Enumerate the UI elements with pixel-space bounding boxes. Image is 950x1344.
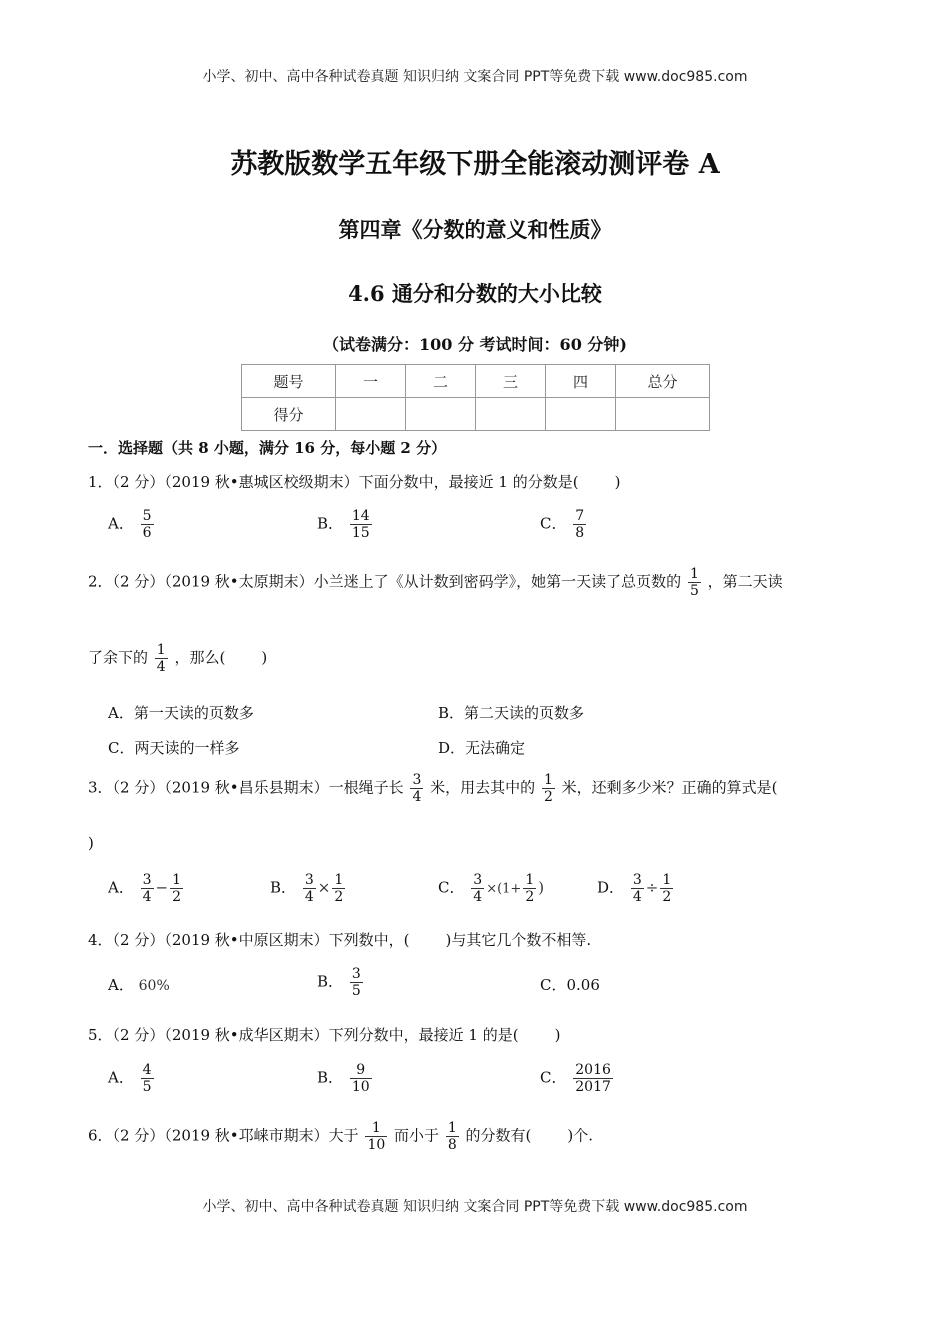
option-label: B． — [317, 1068, 344, 1087]
numerator: 2016 — [575, 1062, 611, 1078]
operator: ) — [538, 878, 545, 897]
question-3-option-a[interactable] — [108, 872, 185, 905]
question-1-option-a[interactable] — [108, 508, 156, 541]
fraction — [155, 642, 168, 675]
question-4-option-a[interactable] — [108, 974, 170, 995]
fraction — [446, 1120, 459, 1153]
denominator: 4 — [412, 789, 422, 806]
denominator: 2 — [543, 789, 553, 806]
denominator: 8 — [575, 525, 585, 542]
question-text: ，那么( — [174, 648, 226, 667]
denominator: 15 — [351, 525, 370, 542]
fraction — [350, 508, 372, 541]
question-5-stem — [88, 1024, 560, 1045]
denominator: 2 — [525, 889, 535, 906]
score-input-cell[interactable] — [546, 398, 616, 431]
option-label: D． — [597, 878, 625, 897]
table-cell: 四 — [546, 365, 616, 398]
fraction — [523, 872, 536, 905]
question-2-stem-line2 — [88, 642, 267, 675]
denominator: 8 — [447, 1137, 457, 1154]
exam-info: （试卷满分：100 分 考试时间：60 分钟) — [323, 335, 627, 354]
question-text: 1．（2 分）（2019 秋•惠城区校级期末）下面分数中，最接近 1 的分数是( — [88, 473, 579, 491]
numerator: 1 — [156, 642, 166, 658]
score-input-cell[interactable] — [406, 398, 476, 431]
fraction — [350, 1062, 372, 1095]
page-header: 小学、初中、高中各种试卷真题 知识归纳 文案合同 PPT等免费下载 www.doc985.com — [202, 69, 748, 85]
denominator: 5 — [689, 583, 699, 600]
question-3-option-c[interactable] — [438, 872, 544, 905]
table-cell: 总分 — [616, 365, 710, 398]
denominator: 5 — [142, 1079, 152, 1096]
numerator: 1 — [447, 1120, 457, 1136]
numerator: 1 — [543, 772, 553, 788]
denominator: 10 — [367, 1137, 386, 1154]
numerator: 1 — [525, 872, 535, 888]
page-footer: 小学、初中、高中各种试卷真题 知识归纳 文案合同 PPT等免费下载 www.doc985.com — [202, 1199, 748, 1215]
numerator: 7 — [575, 508, 585, 524]
score-input-cell[interactable] — [336, 398, 406, 431]
denominator: 2 — [172, 889, 182, 906]
question-text: 米，还剩多少米？正确的算式是( — [561, 778, 778, 797]
question-4-option-b[interactable] — [317, 966, 365, 999]
option-label: A． — [108, 514, 134, 533]
question-4-option-c[interactable]: C．0.06 — [540, 976, 600, 994]
question-text: 5．（2 分）（2019 秋•成华区期末）下列分数中，最接近 1 的是( — [88, 1026, 519, 1044]
question-text: 而小于 — [394, 1126, 440, 1145]
fraction — [332, 872, 345, 905]
score-table-header-row — [242, 365, 710, 398]
section-title: 4.6 通分和分数的大小比较 — [348, 281, 602, 306]
fraction — [141, 1062, 154, 1095]
denominator: 2017 — [575, 1079, 611, 1096]
numerator: 4 — [142, 1062, 152, 1078]
numerator: 5 — [142, 508, 152, 524]
fraction — [688, 566, 701, 599]
operator: ×(1+ — [486, 881, 522, 897]
numerator: 14 — [351, 508, 370, 524]
numerator: 3 — [304, 872, 314, 888]
question-text: 4．（2 分）（2019 秋•中原区期末）下列数中，( — [88, 931, 410, 949]
question-2-option-a[interactable]: A．第一天读的页数多 — [108, 704, 254, 722]
option-value: 60% — [138, 978, 170, 994]
table-cell: 二 — [406, 365, 476, 398]
option-label: B． — [317, 972, 344, 991]
question-6-stem — [88, 1120, 593, 1153]
question-text: 2．（2 分）（2019 秋•太原期末）小兰迷上了《从计数到密码学》，她第一天读了总页数的 — [88, 572, 682, 591]
option-label: A． — [108, 878, 134, 897]
option-label: C． — [540, 1068, 567, 1087]
score-input-cell[interactable] — [616, 398, 710, 431]
numerator: 9 — [350, 1062, 372, 1079]
denominator: 5 — [351, 983, 361, 1000]
denominator: 4 — [304, 889, 314, 906]
denominator: 6 — [142, 525, 152, 542]
fraction — [141, 508, 154, 541]
answer-paren: ) — [261, 648, 268, 667]
question-1-option-b[interactable] — [317, 508, 374, 541]
option-label: B． — [270, 878, 297, 897]
question-text: 6．（2 分）（2019 秋•邛崃市期末）大于 — [88, 1126, 359, 1145]
fraction — [631, 872, 644, 905]
option-label: A． — [108, 1068, 134, 1087]
question-3-stem — [88, 772, 778, 805]
question-text: )与其它几个数不相等. — [445, 931, 592, 949]
fraction — [303, 872, 316, 905]
denominator: 4 — [473, 889, 483, 906]
question-2-option-b[interactable]: B．第二天读的页数多 — [438, 704, 585, 722]
exam-title: 苏教版数学五年级下册全能滚动测评卷 A — [230, 149, 720, 180]
question-text: 3．（2 分）（2019 秋•昌乐县期末）一根绳子长 — [88, 778, 404, 797]
answer-paren: ) — [554, 1026, 561, 1044]
question-3-close-paren: ) — [88, 834, 94, 852]
denominator: 2 — [334, 889, 344, 906]
question-1-option-c[interactable] — [540, 508, 588, 541]
fraction — [471, 872, 484, 905]
score-table — [241, 364, 710, 431]
question-3-option-b[interactable] — [270, 872, 347, 905]
denominator: 10 — [351, 1079, 370, 1096]
option-label: B． — [317, 514, 344, 533]
numerator: 3 — [632, 872, 642, 888]
option-label: A． — [108, 976, 134, 994]
fraction — [573, 1062, 613, 1095]
operator: ÷ — [645, 878, 659, 897]
denominator: 4 — [632, 889, 642, 906]
question-text: 了余下的 — [88, 648, 149, 667]
question-5-option-a[interactable] — [108, 1062, 156, 1095]
operator: − — [155, 878, 169, 897]
question-text: )个. — [567, 1126, 594, 1145]
part-one-heading: 一．选择题（共 8 小题，满分 16 分，每小题 2 分） — [88, 439, 447, 457]
denominator: 4 — [142, 889, 152, 906]
fraction — [141, 872, 154, 905]
question-text: 的分数有( — [465, 1126, 532, 1145]
fraction — [365, 1120, 387, 1153]
numerator: 1 — [689, 566, 699, 582]
question-5-option-c[interactable] — [540, 1062, 615, 1095]
numerator: 3 — [351, 966, 361, 982]
question-3-option-d[interactable] — [597, 872, 675, 905]
question-1-stem — [88, 471, 620, 492]
table-cell: 三 — [476, 365, 546, 398]
numerator: 3 — [412, 772, 422, 788]
denominator: 2 — [662, 889, 672, 906]
denominator: 4 — [156, 659, 166, 676]
question-4-stem — [88, 929, 591, 950]
question-text: ，第二天读 — [707, 572, 783, 591]
answer-paren: ) — [614, 473, 621, 491]
chapter-title: 第四章《分数的意义和性质》 — [338, 217, 612, 242]
numerator: 1 — [662, 872, 672, 888]
table-cell: 一 — [336, 365, 406, 398]
numerator: 3 — [142, 872, 152, 888]
fraction — [660, 872, 673, 905]
table-cell: 得分 — [242, 398, 336, 431]
fraction — [573, 508, 586, 541]
question-2-option-d[interactable]: D．无法确定 — [438, 739, 526, 757]
numerator: 3 — [473, 872, 483, 888]
operator: × — [317, 878, 331, 897]
fraction — [410, 772, 423, 805]
numerator: 1 — [334, 872, 344, 888]
fraction — [170, 872, 183, 905]
question-text: 米，用去其中的 — [430, 778, 536, 797]
score-table-score-row — [242, 398, 710, 431]
numerator: 1 — [172, 872, 182, 888]
question-2-stem-line1 — [88, 566, 783, 599]
option-label: C． — [438, 878, 465, 897]
option-label: C． — [540, 514, 567, 533]
numerator: 1 — [365, 1120, 387, 1137]
table-cell: 题号 — [242, 365, 336, 398]
question-5-option-b[interactable] — [317, 1062, 374, 1095]
score-input-cell[interactable] — [476, 398, 546, 431]
fraction — [350, 966, 363, 999]
fraction — [542, 772, 555, 805]
question-2-option-c[interactable]: C．两天读的一样多 — [108, 739, 240, 757]
